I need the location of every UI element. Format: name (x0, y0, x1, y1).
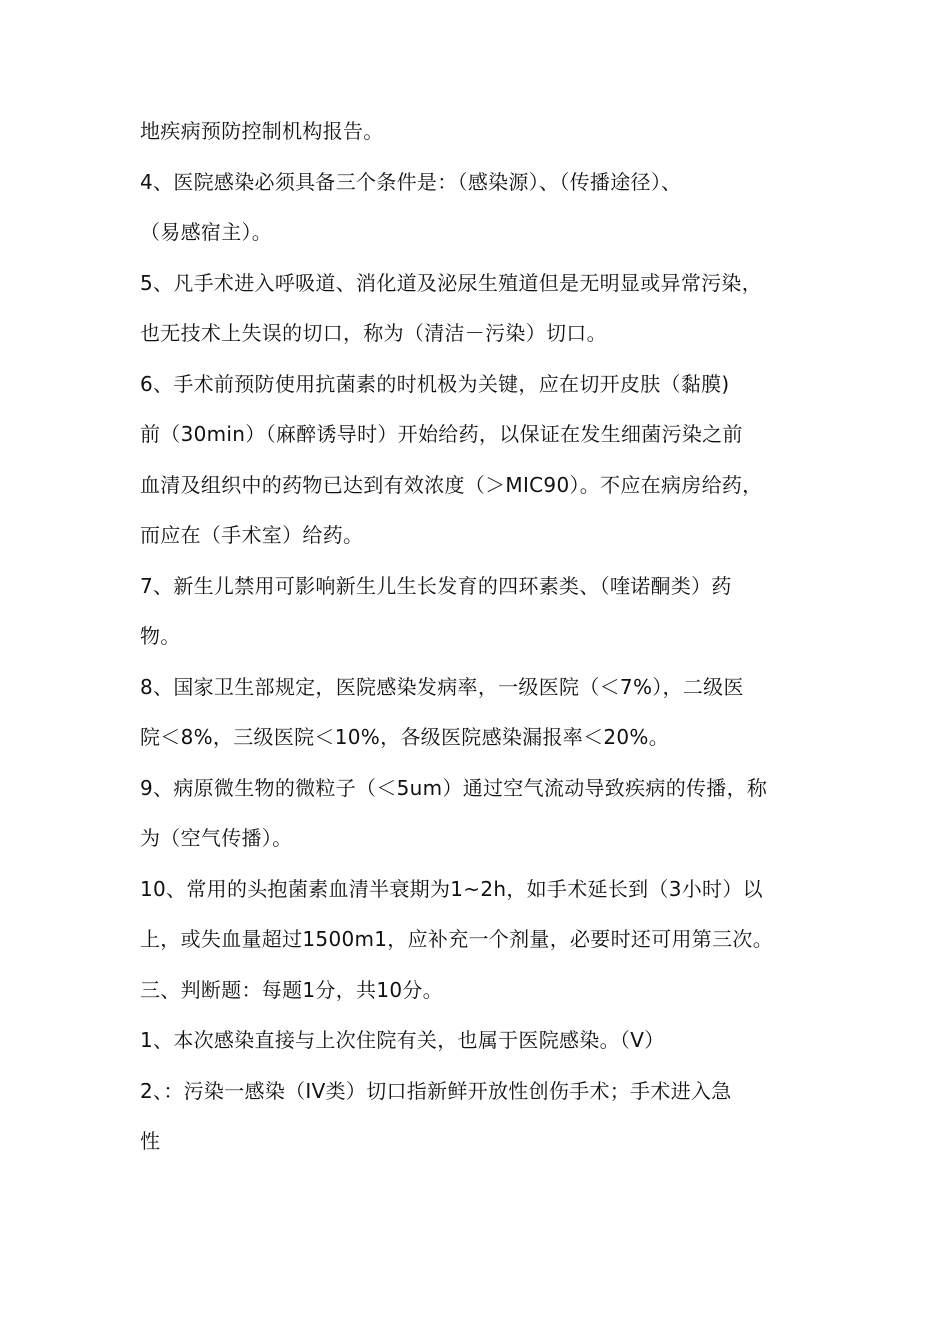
text-line: 物。 (140, 624, 181, 648)
text-line: 4、医院感染必须具备三个条件是：（感染源）、（传播途径）、 (140, 169, 682, 194)
text-line: 院＜8%，三级医院＜10%，各级医院感染漏报率＜20%。 (140, 725, 670, 749)
text-line: 血清及组织中的药物已达到有效浓度（＞MIC90）。不应在病房给药， (140, 472, 763, 497)
text-line: 为（空气传播）。 (140, 826, 293, 850)
text-line: 10、常用的头抱菌素血清半衰期为1~2h，如手术延长到（3小时）以 (140, 876, 763, 901)
text-line: 地疾病预防控制机构报告。 (140, 119, 384, 143)
text-line: 2、：污染一感染（IV类）切口指新鲜开放性创伤手术；手术进入急 (140, 1078, 732, 1103)
text-line: 也无技术上失误的切口，称为（清洁－污染）切口。 (140, 321, 607, 345)
text-line: 而应在（手术室）给药。 (140, 523, 364, 547)
section-heading: 三、判断题：每题1分，共10分。 (140, 977, 443, 1002)
text-line: 性 (140, 1129, 161, 1153)
text-line: 9、病原微生物的微粒子（＜5um）通过空气流动导致疾病的传播，称 (140, 775, 768, 800)
text-line: 5、凡手术进入呼吸道、消化道及泌尿生殖道但是无明显或异常污染， (140, 270, 763, 295)
text-line: （易感宿主）。 (140, 220, 273, 244)
text-line: 前（30min）（麻醉诱导时）开始给药，以保证在发生细菌污染之前 (140, 422, 743, 446)
text-line: 8、国家卫生部规定，医院感染发病率，一级医院（＜7%），二级医 (140, 674, 744, 699)
document-body (140, 106, 830, 1167)
text-line: 7、新生儿禁用可影响新生儿生长发育的四环素类、（喹诺酮类）药 (140, 573, 732, 598)
text-line: 1、本次感染直接与上次住院有关，也属于医院感染。（V） (140, 1028, 665, 1052)
text-line: 上，或失血量超过1500m1，应补充一个剂量，必要时还可用第三次。 (140, 927, 774, 951)
text-line: 6、手术前预防使用抗菌素的时机极为关键，应在切开皮肤（黏膜) (140, 371, 730, 396)
